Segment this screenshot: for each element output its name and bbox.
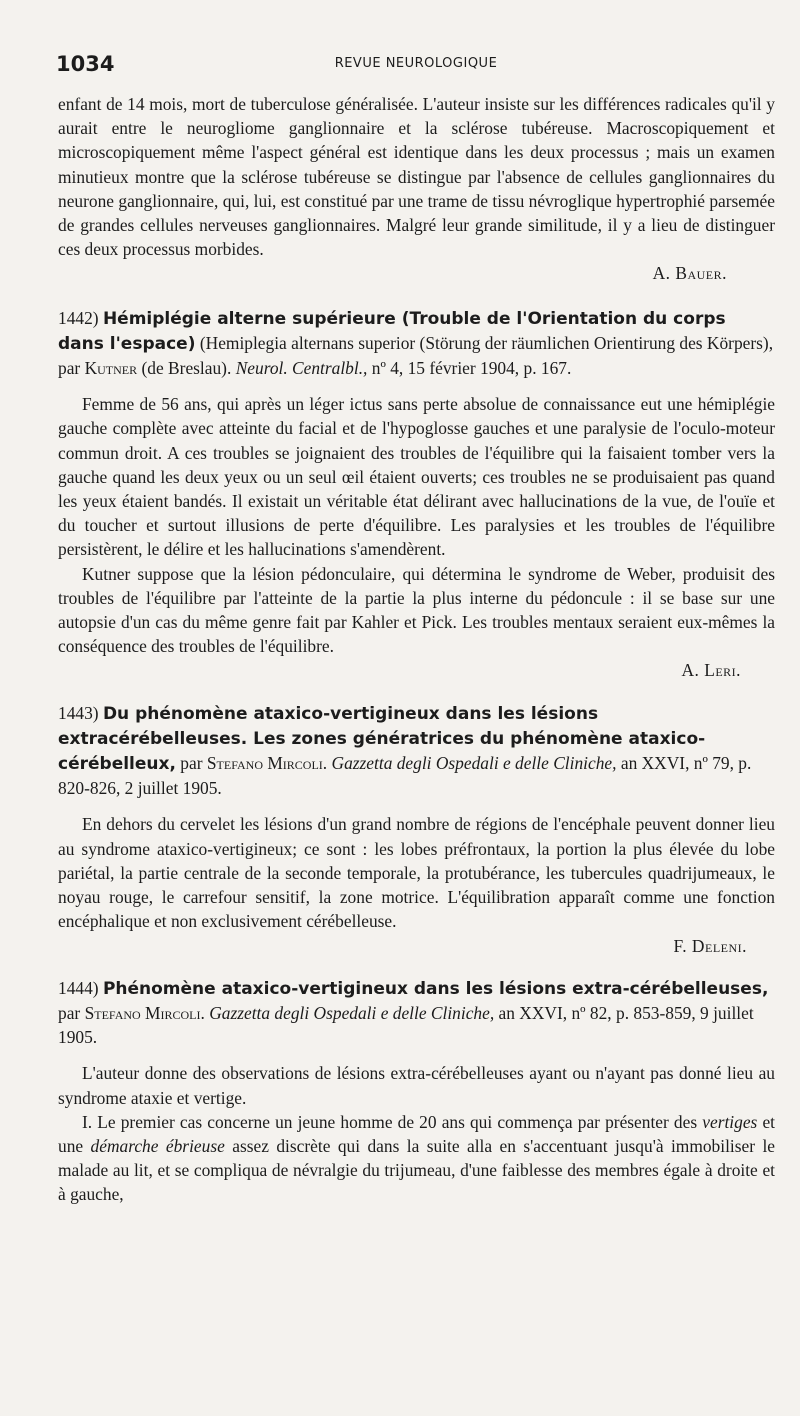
entry-1442-heading	[58, 306, 775, 381]
entry-number: 1444)	[58, 977, 99, 998]
case-text-start: I. Le premier cas concerne un jeune homme de 20 ans qui commença par présenter des	[82, 1111, 698, 1132]
case-text-end: assez discrète qui dans la suite alla en s'accentuant jusqu'à immobiliser le malade au lit, et se compliqua de névralgie du trijumeau, d'une faiblesse des membres égale à droite et à gauche,	[58, 1135, 775, 1205]
intro-signature: A. Bauer.	[652, 263, 727, 284]
page-header	[56, 52, 776, 82]
entry-prefix: par	[180, 753, 203, 774]
article-body	[58, 92, 775, 1207]
entry-1443-paragraph-1: En dehors du cervelet les lésions d'un grand nombre de régions de l'encéphale peuvent donner lieu au syndrome ataxico-vertigineux; ce sont : les lobes préfrontaux, la portion la plus élevée du lobe pariétal, la partie centrale de la seconde temporale, la protubérance, les tubercules quadrijumeaux, le noyau rouge, le carrefour sensitif, la zone motrice. L'équilibration apparaît comme une fonction encéphalique et non exclusivement cérébelleuse.	[58, 814, 775, 932]
entry-number: 1443)	[58, 702, 99, 723]
entry-author: Stefano Mircoli.	[84, 1002, 205, 1023]
entry-1442-signature: A. Leri.	[681, 660, 741, 681]
entry-number: 1442)	[58, 307, 99, 328]
entry-1444-paragraph-2	[58, 1110, 775, 1207]
case-text-middle: et une	[58, 1111, 775, 1156]
entry-title: Du phénomène ataxico-vertigineux dans les lésions extracérébelleuses. Les zones génératrices du phénomène ataxico-cérébelleux,	[58, 703, 706, 775]
entry-1444-paragraph-1: L'auteur donne des observations de lésions extra-cérébelleuses ayant ou n'ayant pas donné lieu au syndrome ataxie et vertige.	[58, 1063, 775, 1108]
intro-paragraph: enfant de 14 mois, mort de tuberculose généralisée. L'auteur insiste sur les différences radicales qu'il y aurait entre le neurogliome ganglionnaire et la sclérose tubéreuse. Macroscopiquement et microscopiquement même l'aspect général est identique dans les deux processus ; mais un examen minutieux montre que la sclérose tubéreuse se distingue par l'absence de cellules ganglionnaires du neurone ganglionnaire, qui, lui, est constitué par une trame de tissu névroglique hypertrophié parsemée de grandes cellules nerveuses ganglionnaires. Malgré leur grande similitude, il y a lieu de distinguer ces deux processus morbides.	[58, 94, 775, 260]
entry-citation: nº 4, 15 février 1904, p. 167.	[371, 358, 572, 379]
entry-translation: (Hemiplegia alternans superior (Störung der räumlichen Orientirung des Körpers), par	[58, 332, 774, 379]
entry-1443-signature: F. Deleni.	[673, 935, 747, 956]
entry-1443-heading	[58, 701, 775, 801]
page-number: 1034	[56, 52, 115, 76]
running-title: REVUE NEUROLOGIQUE	[334, 56, 498, 71]
entry-citation: an XXVI, nº 79, p. 820-826, 2 juillet 1905.	[58, 753, 752, 799]
entry-1442-paragraph-1: Femme de 56 ans, qui après un léger ictus sans perte absolue de connaissance eut une hémiplégie gauche complète avec atteinte du facial et de l'hypoglosse gauches et une paralysie de l'oculo-moteur commun droit. A ces troubles se joignaient des troubles de l'équilibre qui la faisaient tomber vers la gauche quand les deux yeux ou un seul œil étaient ouverts; ces troubles ne se produisaient pas quand les yeux étaient bandés. Il existait un véritable état délirant avec hallucinations de la vue, de l'ouïe et du toucher et surtout illusions de perte d'équilibre. Les paralysies et les troubles de l'équilibre persistèrent, le délire et les hallucinations s'amendèrent.	[58, 394, 775, 560]
entry-author: Stefano Mircoli.	[206, 753, 328, 774]
entry-1444-heading	[58, 976, 775, 1050]
entry-journal: Gazzetta degli Ospedali e delle Cliniche,	[209, 1002, 495, 1023]
case-emphasis-vertiges: vertiges	[702, 1111, 758, 1132]
entry-journal: Neurol. Centralbl.,	[235, 358, 368, 379]
entry-citation: an XXVI, nº 82, p. 853-859, 9 juillet 1905.	[58, 1002, 754, 1048]
entry-title: Phénomène ataxico-vertigineux dans les lésions extra-cérébelleuses,	[102, 978, 769, 999]
entry-journal: Gazzetta degli Ospedali e delle Cliniche,	[331, 753, 617, 774]
entry-title: Hémiplégie alterne supérieure (Trouble de l'Orientation du corps dans l'espace)	[58, 308, 726, 354]
entry-affiliation: (de Breslau).	[141, 358, 232, 379]
case-emphasis-demarche: démarche ébrieuse	[90, 1135, 225, 1156]
entry-1442-paragraph-2: Kutner suppose que la lésion pédonculaire, qui détermina le syndrome de Weber, produisit des troubles de l'équilibre par l'atteinte de la partie la plus interne du pédoncule : il se base sur une autopsie d'un cas du même genre fait par Kahler et Pick. Les troubles mentaux seraient eux-mêmes la conséquence des troubles de l'équilibre.	[58, 563, 775, 657]
entry-prefix: par	[58, 1002, 81, 1023]
entry-author: Kutner	[84, 358, 138, 379]
